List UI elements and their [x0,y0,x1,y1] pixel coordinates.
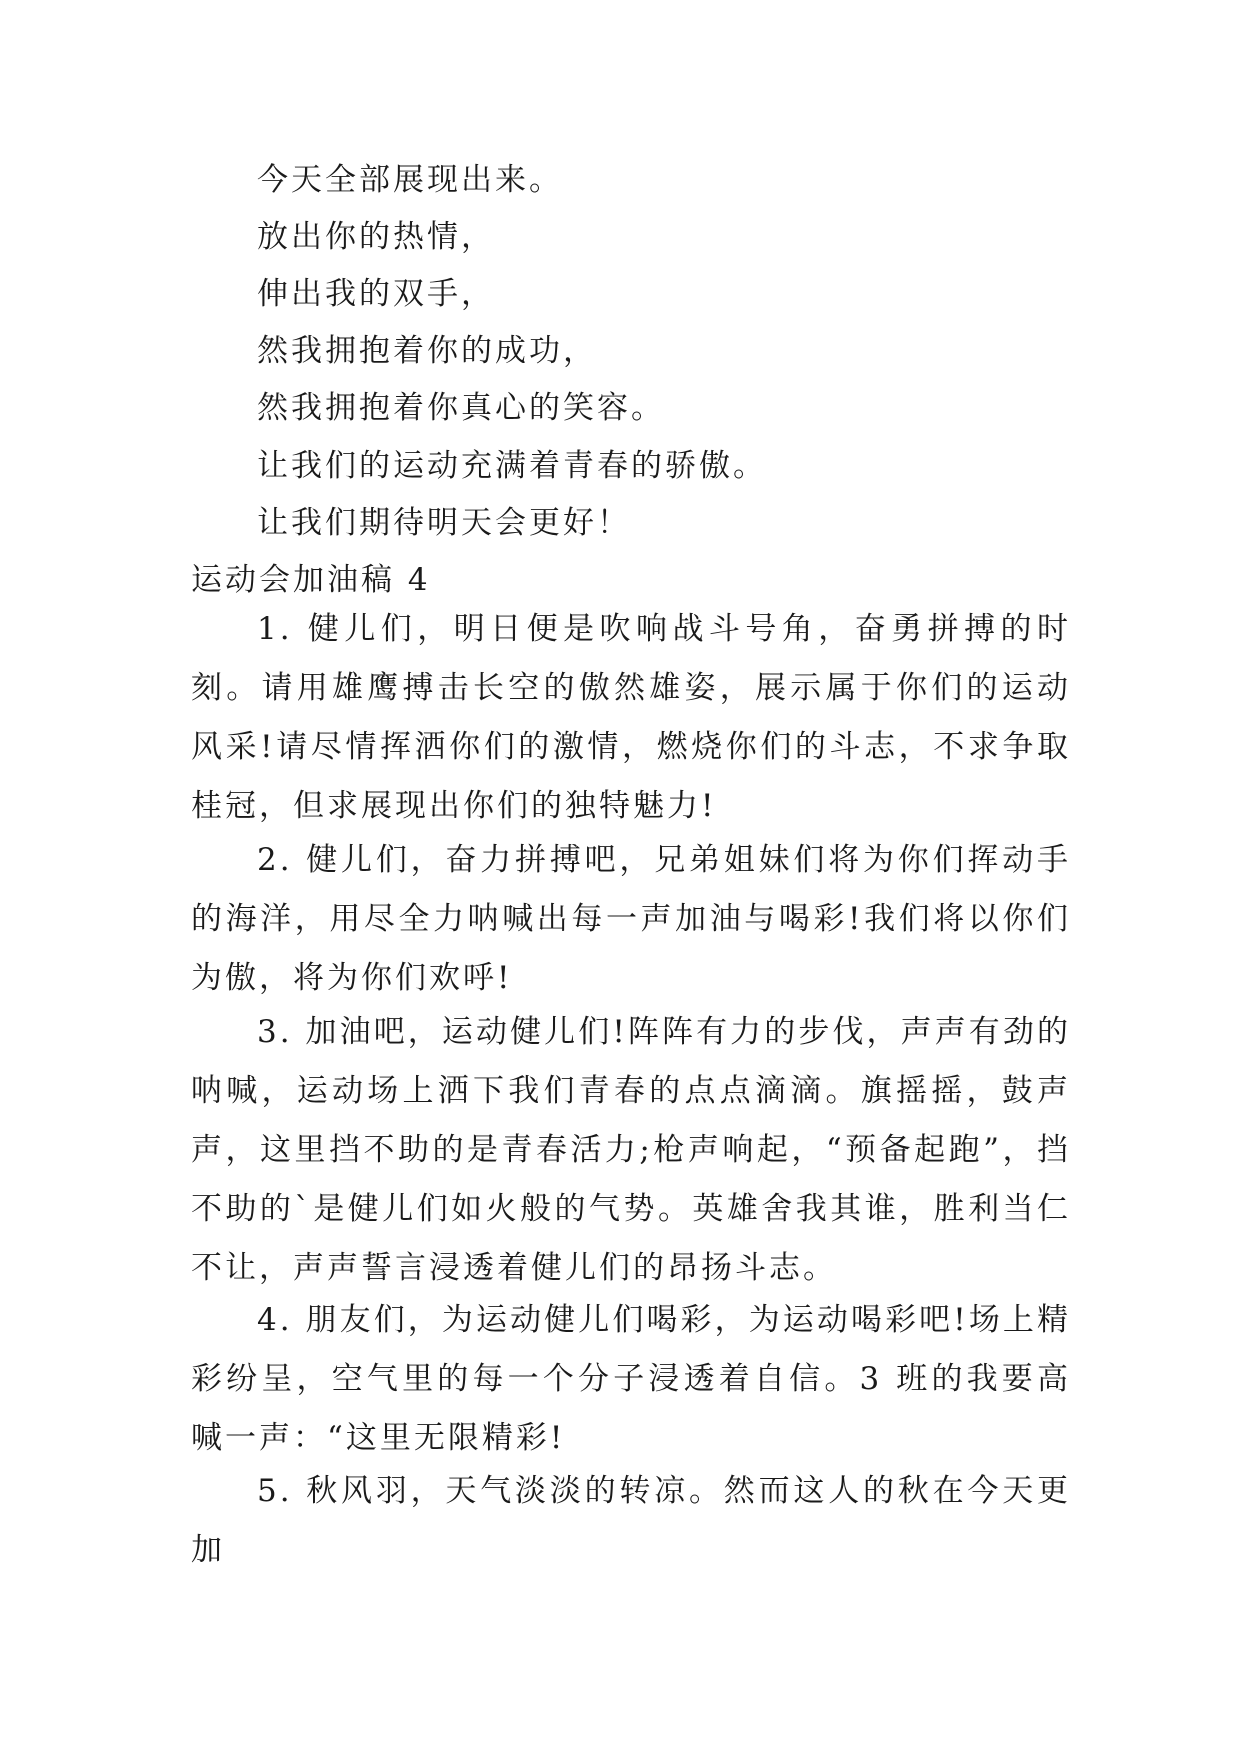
verse-line: 然我拥抱着你的成功， [257,333,597,369]
section-title: 运动会加油稿 4 [191,562,431,598]
paragraph-2: 2. 健儿们，奋力拼搏吧，兄弟姐妹们将为你们挥动手的海洋，用尽全力呐喊出每一声加油与喝彩!我们将以你们为傲，将为你们欢呼! [191,842,1071,996]
verse-line: 放出你的热情， [257,219,495,255]
verse-line: 然我拥抱着你真心的笑容。 [257,390,665,426]
paragraph-1: 1. 健儿们，明日便是吹响战斗号角，奋勇拼搏的时刻。请用雄鹰搏击长空的傲然雄姿，展示属于你们的运动风采!请尽情挥洒你们的激情，燃烧你们的斗志，不求争取桂冠，但求展现出你们的独特魅力! [191,611,1071,824]
paragraph-5: 5. 秋风羽，天气淡淡的转凉。然而这人的秋在今天更加 [191,1473,1071,1568]
verse-line: 让我们的运动充满着青春的骄傲。 [257,448,767,484]
verse-line: 伸出我的双手， [257,276,495,312]
paragraph-3: 3. 加油吧，运动健儿们!阵阵有力的步伐，声声有劲的呐喊，运动场上洒下我们青春的点点滴滴。旗摇摇，鼓声声，这里挡不助的是青春活力;枪声响起，“预备起跑”，挡不助的`是健儿们如火般的气势。英雄舍我其谁，胜利当仁不让，声声誓言浸透着健儿们的昂扬斗志。 [191,1014,1071,1286]
verse-line: 今天全部展现出来。 [257,162,563,198]
verse-line: 让我们期待明天会更好！ [257,505,631,541]
paragraph-4: 4. 朋友们，为运动健儿们喝彩，为运动喝彩吧!场上精彩纷呈，空气里的每一个分子浸透着自信。3 班的我要高喊一声：“这里无限精彩! [191,1302,1071,1456]
